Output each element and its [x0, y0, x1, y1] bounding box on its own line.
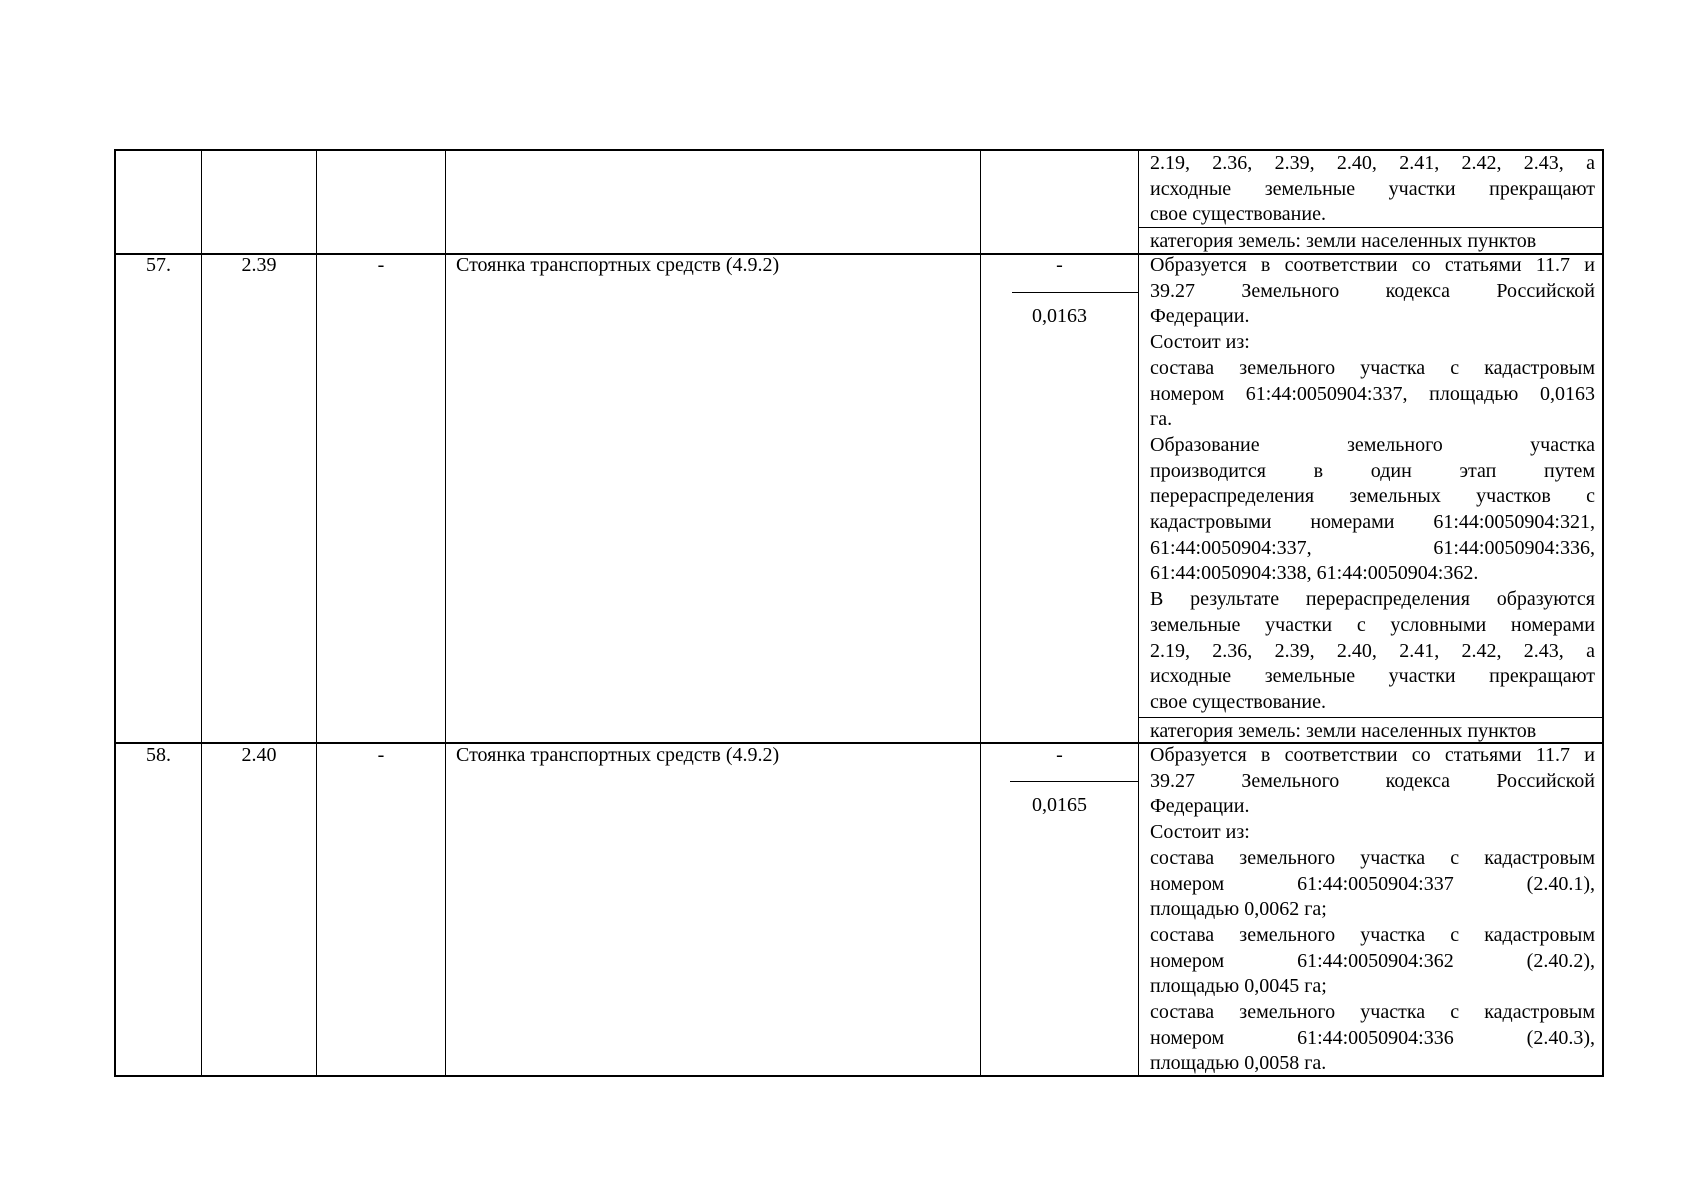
empty-dash: - [377, 254, 385, 276]
land-plots-table [114, 149, 1604, 1077]
description-line: Состоит из: [1150, 331, 1250, 354]
description-line: 39.27 Земельного кодекса Российской [1150, 769, 1595, 792]
description-line: 2.19, 2.36, 2.39, 2.40, 2.41, 2.42, 2.43, а [1150, 152, 1595, 174]
area-fraction-line [1012, 292, 1138, 293]
description-line: 39.27 Земельного кодекса Российской [1150, 279, 1595, 302]
description-line: производится в один этап путем [1150, 459, 1595, 482]
plot-code: 2.39 [241, 254, 277, 276]
description-line: номером 61:44:0050904:336 (2.40.3), [1150, 1026, 1595, 1049]
continued-description [1150, 151, 1595, 228]
description-line: кадастровыми номерами 61:44:0050904:321, [1150, 511, 1595, 534]
description-line: свое существование. [1150, 203, 1326, 226]
column-divider [445, 151, 446, 1075]
description-line: площадью 0,0062 га; [1150, 898, 1327, 921]
description-line: состава земельного участка с кадастровым [1150, 1001, 1595, 1024]
description-line: Образуется в соответствии со статьями 11.7 и [1150, 254, 1595, 276]
land-category: категория земель: земли населенных пунктов [1150, 230, 1537, 252]
description-line: га. [1150, 408, 1173, 431]
description-line: Федерации. [1150, 305, 1250, 328]
description-line: исходные земельные участки прекращают [1150, 665, 1595, 688]
description-line: В результате перераспределения образуются [1150, 588, 1595, 611]
description-line: номером 61:44:0050904:362 (2.40.2), [1150, 949, 1595, 972]
description-line: Образование земельного участка [1150, 433, 1595, 456]
column-divider [1138, 151, 1139, 1075]
area-new: 0,0163 [1032, 305, 1087, 327]
area-new: 0,0165 [1032, 794, 1087, 816]
row-number: 57. [146, 254, 171, 276]
category-divider [1138, 717, 1602, 718]
description-line: земельные участки с условными номерами [1150, 613, 1595, 636]
description-line: Образуется в соответствии со статьями 11.7 и [1150, 744, 1595, 766]
area-existing: - [1056, 254, 1063, 276]
description-line: состава земельного участка с кадастровым [1150, 846, 1595, 869]
description-line: исходные земельные участки прекращают [1150, 177, 1595, 200]
description-line: площадью 0,0058 га. [1150, 1052, 1327, 1075]
description-line: Федерации. [1150, 795, 1250, 818]
row-number: 58. [146, 744, 171, 766]
description-line: Состоит из: [1150, 821, 1250, 844]
area-existing: - [1056, 744, 1063, 766]
plot-description [1150, 253, 1595, 716]
description-line: 2.19, 2.36, 2.39, 2.40, 2.41, 2.42, 2.43, а [1150, 639, 1595, 662]
land-category: категория земель: земли населенных пунктов [1150, 720, 1537, 742]
description-line: номером 61:44:0050904:337 (2.40.1), [1150, 872, 1595, 895]
permitted-use: Стоянка транспортных средств (4.9.2) [456, 744, 780, 766]
description-line: 61:44:0050904:337, 61:44:0050904:336, [1150, 536, 1595, 559]
description-line: номером 61:44:0050904:337, площадью 0,0163 [1150, 382, 1595, 405]
empty-dash: - [377, 744, 385, 766]
description-line: площадью 0,0045 га; [1150, 975, 1327, 998]
permitted-use: Стоянка транспортных средств (4.9.2) [456, 254, 780, 276]
column-divider [201, 151, 202, 1075]
plot-description [1150, 743, 1595, 1077]
description-line: состава земельного участка с кадастровым [1150, 923, 1595, 946]
description-line: 61:44:0050904:338, 61:44:0050904:362. [1150, 562, 1479, 585]
description-line: состава земельного участка с кадастровым [1150, 356, 1595, 379]
description-line: перераспределения земельных участков с [1150, 485, 1595, 508]
column-divider [316, 151, 317, 1075]
column-divider [980, 151, 981, 1075]
area-fraction-line [1010, 781, 1138, 782]
description-line: свое существование. [1150, 690, 1326, 713]
plot-code: 2.40 [241, 744, 277, 766]
